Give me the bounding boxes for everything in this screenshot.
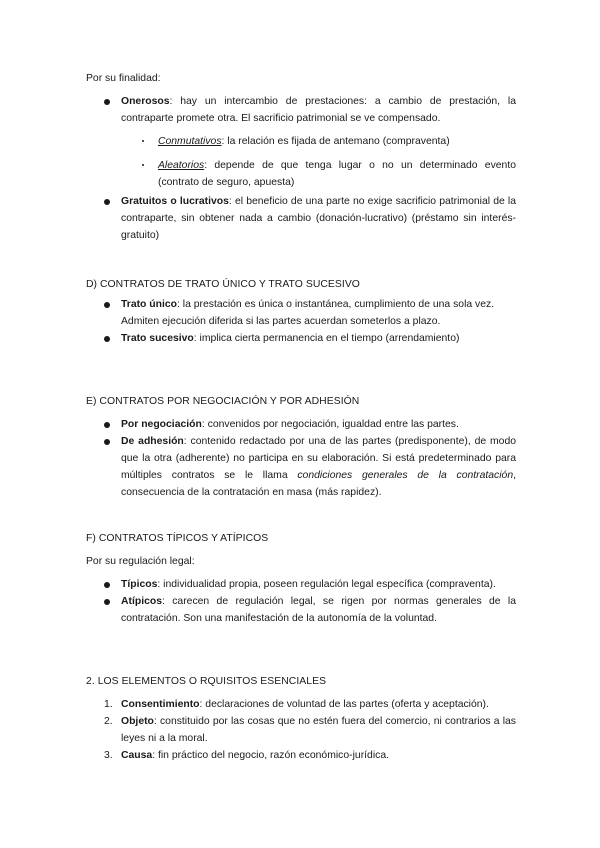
text-causa: : fin práctico del negocio, razón económico-jurídica. (152, 750, 389, 761)
section-2-list (86, 696, 516, 764)
text-adhesion-italic: condiciones generales de la contratación (297, 470, 514, 481)
sub-item-conmutativos (86, 133, 516, 150)
text-trato-unico-extra: Admiten ejecución diferida si las partes acuerdan someterlos a plazo. (121, 316, 441, 327)
text-atipicos: : carecen de regulación legal, se rigen por normas generales de la contratación. Son una manifestación de la autonomía de la voluntad. (121, 596, 516, 624)
section-d-list (86, 296, 516, 347)
term-atipicos: Atípicos (121, 596, 162, 607)
text-objeto: : constituido por las cosas que no estén fuera del comercio, ni contrarios a las leyes ni a la moral. (121, 716, 516, 744)
section-f-list (86, 576, 516, 627)
sub-bullet-icon (142, 140, 144, 142)
sub-bullet-icon (142, 164, 144, 166)
list-item-objeto (86, 713, 516, 747)
term-causa: Causa (121, 750, 153, 761)
list-item-negociacion (86, 416, 516, 433)
text-trato-unico: : la prestación es única o instantánea, cumplimiento de una sola vez. (177, 299, 495, 310)
list-item-trato-unico (86, 296, 516, 330)
list-item-gratuitos (86, 193, 516, 244)
list-item-trato-sucesivo (86, 330, 516, 347)
section-d-heading: D) CONTRATOS DE TRATO ÚNICO Y TRATO SUCESIVO (86, 279, 360, 290)
term-trato-sucesivo: Trato sucesivo (121, 333, 194, 344)
term-tipicos: Típicos (121, 579, 158, 590)
term-gratuitos: Gratuitos o lucrativos (121, 196, 229, 207)
text-conmutativos: : la relación es fijada de antemano (compraventa) (221, 136, 450, 147)
bullet-icon (104, 199, 110, 205)
list-item-atipicos (86, 593, 516, 627)
term-adhesion: De adhesión (121, 436, 184, 447)
text-aleatorios: : depende de que tenga lugar o no un determinado evento (contrato de seguro, apuesta) (158, 160, 516, 188)
section-f-heading: F) CONTRATOS TÍPICOS Y ATÍPICOS (86, 533, 269, 544)
bullet-icon (104, 582, 110, 588)
text-trato-sucesivo: : implica cierta permanencia en el tiempo (arrendamiento) (193, 333, 460, 344)
term-negociacion: Por negociación (121, 419, 202, 430)
text-negociacion: : convenidos por negociación, igualdad entre las partes. (201, 419, 459, 430)
text-consentimiento: : declaraciones de voluntad de las partes (oferta y aceptación). (199, 699, 489, 710)
list-item-onerosos (86, 93, 516, 127)
term-aleatorios: Aleatorios (158, 160, 205, 171)
sub-item-aleatorios (86, 157, 516, 191)
section-e-list (86, 416, 516, 501)
text-adhesion-a: : contenido redactado por una de las partes (predisponente), de modo que la otra (adherente) no participa en su elaboración. Si está predeterminado para múltiples contratos se le llama (121, 436, 517, 481)
bullet-icon (104, 422, 110, 428)
text-tipicos: : individualidad propia, poseen regulación legal específica (compraventa). (157, 579, 496, 590)
item-number: 2. (104, 716, 113, 727)
section-2-heading: 2. LOS ELEMENTOS O RQUISITOS ESENCIALES (86, 676, 327, 687)
text-gratuitos: : el beneficio de una parte no exige sacrificio patrimonial de la contraparte, sin obtener nada a cambio (donación-lucrativo) (préstamo sin interés-gratuito) (121, 196, 516, 241)
list-item-causa (86, 747, 516, 764)
section-e-heading: E) CONTRATOS POR NEGOCIACIÓN Y POR ADHESIÓN (86, 396, 360, 407)
text-adhesion-b: , consecuencia de la contratación en masa (más rapidez). (121, 470, 516, 498)
list-item-adhesion (86, 433, 516, 501)
list-item-consentimiento (86, 696, 516, 713)
term-onerosos: Onerosos (121, 96, 170, 107)
finalidad-intro: Por su finalidad: (86, 73, 161, 84)
term-objeto: Objeto (121, 716, 154, 727)
bullet-icon (104, 336, 110, 342)
bullet-icon (104, 439, 110, 445)
term-conmutativos: Conmutativos (158, 136, 222, 147)
bullet-icon (104, 99, 110, 105)
item-number: 3. (104, 750, 113, 761)
term-consentimiento: Consentimiento (121, 699, 200, 710)
bullet-icon (104, 599, 110, 605)
list-item-tipicos (86, 576, 516, 593)
item-number: 1. (104, 699, 113, 710)
text-onerosos: : hay un intercambio de prestaciones: a cambio de prestación, la contraparte promete otra. El sacrificio patrimonial se ve compensado. (121, 96, 516, 124)
section-f-intro: Por su regulación legal: (86, 556, 195, 567)
term-trato-unico: Trato único (121, 299, 177, 310)
finalidad-list (86, 93, 516, 244)
bullet-icon (104, 302, 110, 308)
